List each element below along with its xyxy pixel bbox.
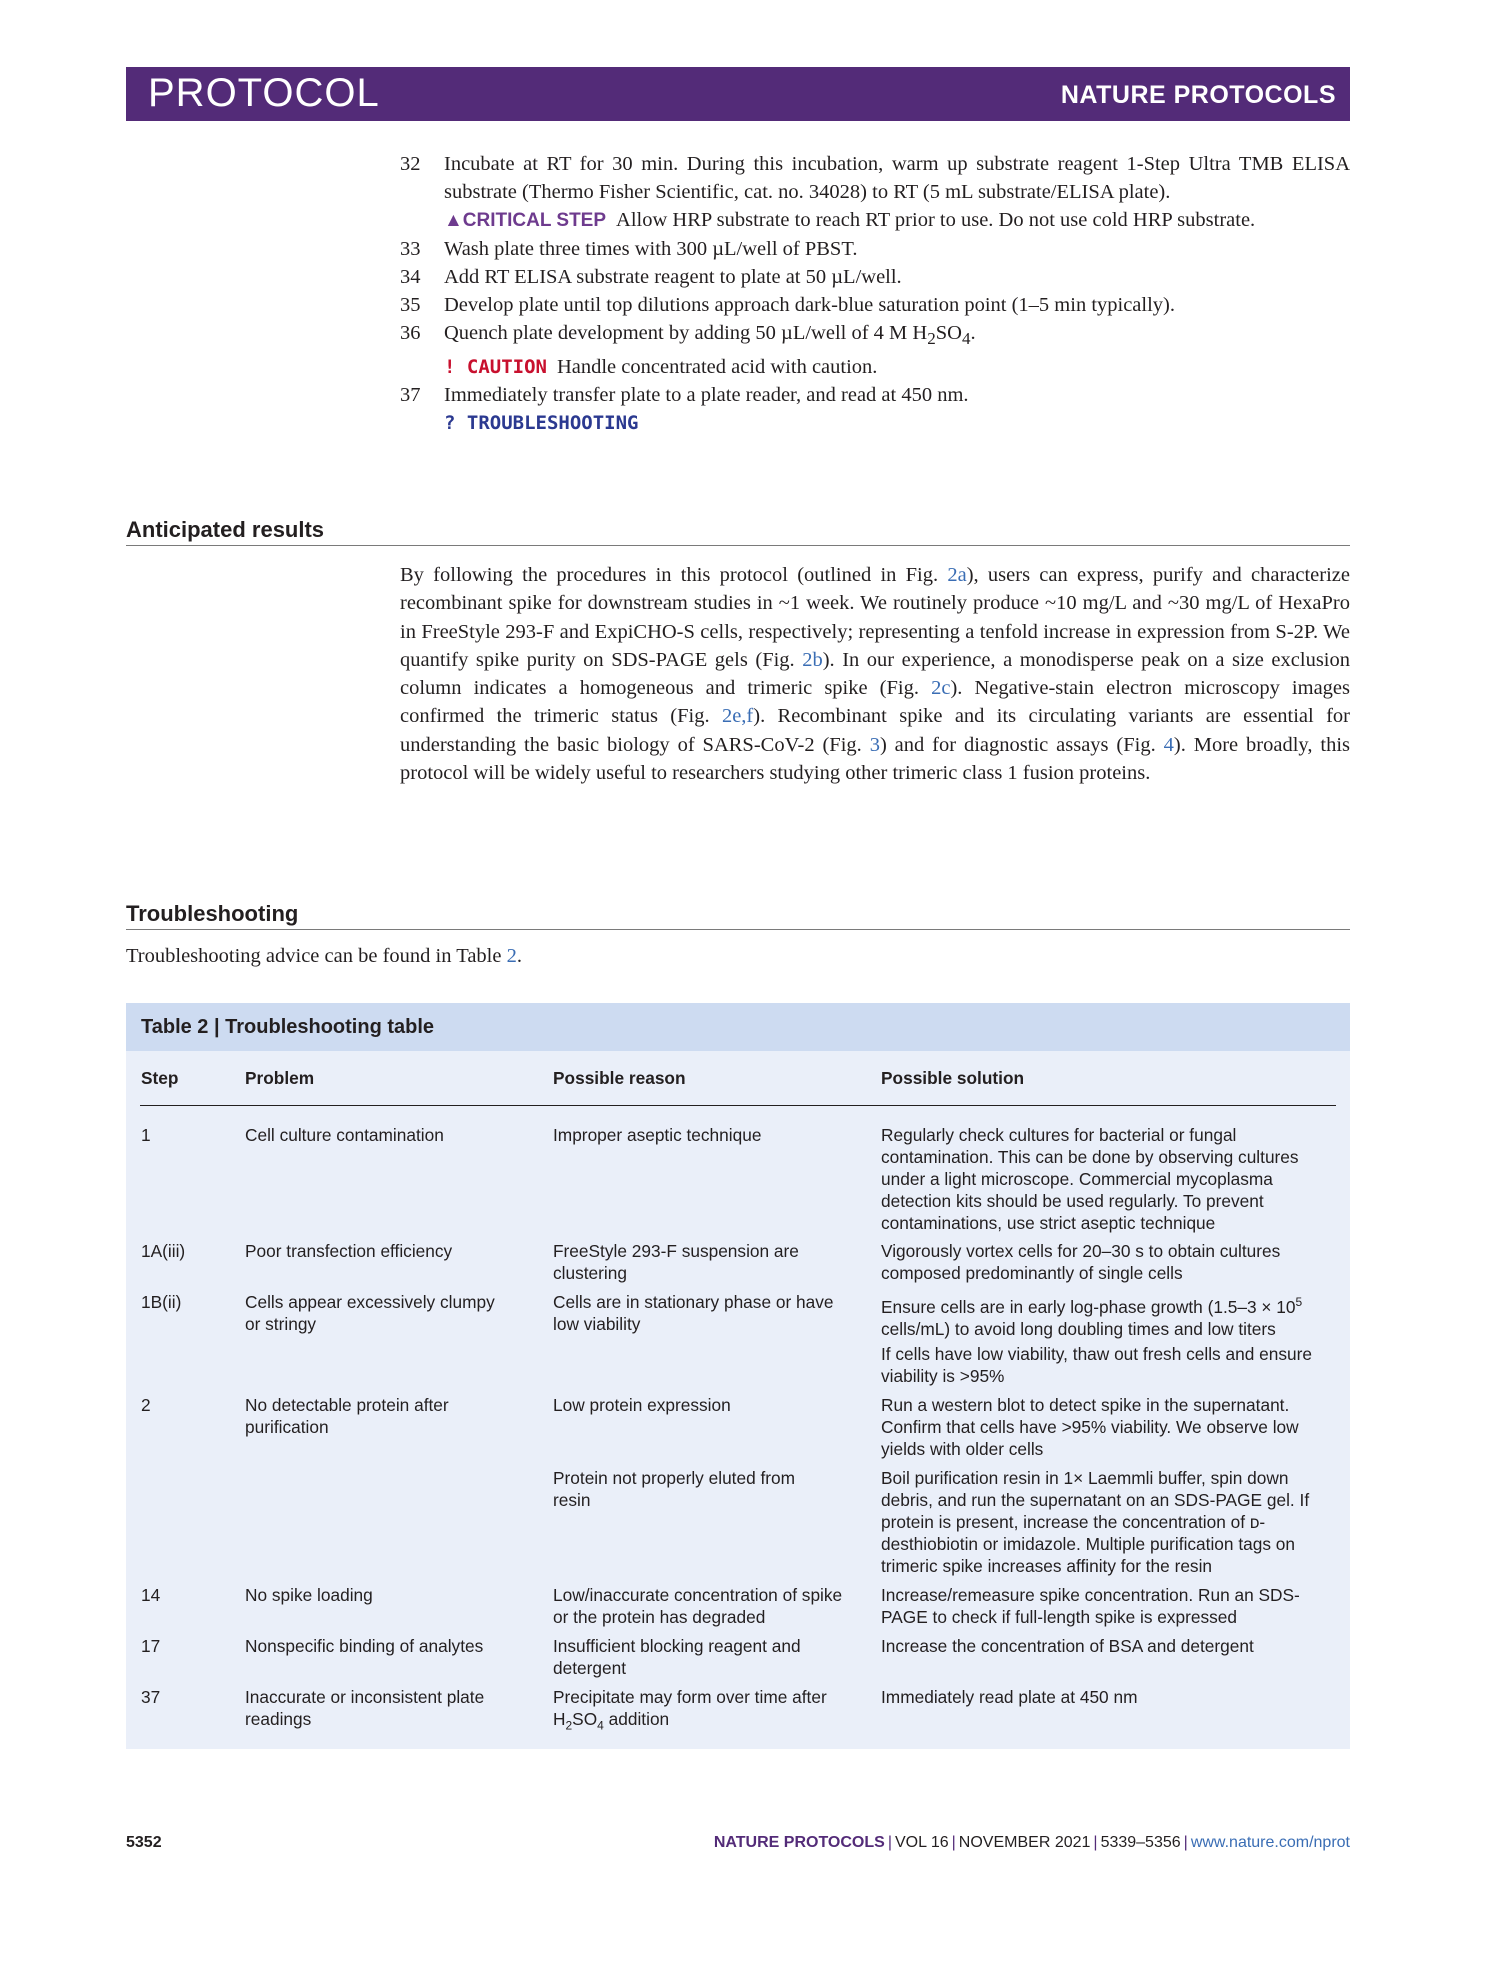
header-banner bbox=[126, 67, 1350, 121]
table-cell-reason: Protein not properly eluted from resin bbox=[553, 1468, 796, 1510]
column-header-step: Step bbox=[141, 1068, 179, 1088]
table-cell-problem: Poor transfection efficiency bbox=[245, 1241, 453, 1261]
troubleshooting-table bbox=[126, 1003, 1350, 1749]
footer-journal: NATURE PROTOCOLS bbox=[713, 1834, 885, 1851]
table-cell-solution: Run a western blot to detect spike in the supernatant. Confirm that cells have >95% viability. We observe low yields with older cells bbox=[881, 1395, 1299, 1459]
figure-link[interactable]: 2e,f bbox=[721, 705, 754, 728]
table-cell-step: 1A(iii) bbox=[141, 1241, 186, 1261]
step-36: 36 Quench plate development by adding 50 µL/well of 4 M $H_2SO_4$. bbox=[400, 322, 976, 349]
table-cell-reason: Insufficient blocking reagent and detergent bbox=[553, 1636, 801, 1678]
table-cell-step: 2 bbox=[141, 1395, 151, 1415]
table-cell-reason: Low/inaccurate concentration of spike or the protein has degraded bbox=[553, 1585, 843, 1627]
column-header-reason: Possible reason bbox=[553, 1068, 686, 1088]
footer-volume: VOL 16 bbox=[894, 1834, 949, 1851]
table-cell-problem: No detectable protein after purification bbox=[245, 1395, 449, 1437]
step-34: 34 Add RT ELISA substrate reagent to plate at 50 µL/well. bbox=[400, 266, 902, 288]
column-header-problem: Problem bbox=[245, 1068, 315, 1088]
figure-link[interactable]: 2a bbox=[947, 564, 967, 586]
critical-step-note: ▲CRITICAL STEP Allow HRP substrate to reach RT prior to use. Do not use cold HRP substrate. bbox=[444, 209, 1256, 231]
step-37: 37 Immediately transfer plate to a plate reader, and read at 450 nm. bbox=[400, 384, 969, 407]
table-cell-problem: Inaccurate or inconsistent plate readings bbox=[245, 1687, 485, 1729]
step-35: 35 Develop plate until top dilutions approach dark-blue saturation point (1–5 min typically). bbox=[400, 294, 1176, 316]
table-link[interactable]: 2 bbox=[506, 945, 517, 967]
troubleshooting-intro: Troubleshooting advice can be found in Table 2. bbox=[126, 945, 522, 967]
step-32: 32 Incubate at RT for 30 min. During this incubation, warm up substrate reagent 1-Step Ultra TMB ELISA substrate (Thermo Fisher Scientific, cat. no. 34028) to RT (5 mL substrate/ELISA plate). bbox=[400, 153, 1350, 203]
table-cell-problem: Nonspecific binding of analytes bbox=[245, 1636, 484, 1656]
troubleshooting-label[interactable]: ? TROUBLESHOOTING bbox=[444, 412, 639, 435]
table-cell-reason: Low protein expression bbox=[553, 1395, 731, 1415]
table-cell-solution: Immediately read plate at 450 nm bbox=[881, 1687, 1138, 1707]
table-title: Table 2 | Troubleshooting table bbox=[141, 1016, 435, 1038]
table-cell-solution: Vigorously vortex cells for 20–30 s to obtain cultures composed predominantly of single cells bbox=[881, 1241, 1281, 1283]
table-cell-step: 14 bbox=[141, 1585, 161, 1605]
figure-link[interactable]: 3 bbox=[869, 733, 880, 756]
page-number: 5352 bbox=[126, 1834, 162, 1851]
procedure-steps bbox=[400, 150, 1350, 437]
table-title-bar bbox=[126, 1003, 1350, 1051]
figure-link[interactable]: 2c bbox=[931, 677, 951, 700]
table-cell-solution: Boil purification resin in 1× Laemmli buffer, spin down debris, and run the supernatant on an SDS-PAGE gel. If protein is present, increase the concentration of ᴅ-desthiobiotin or imidazole. Multiple purification tags on trimeric spike increases affinity for the resin bbox=[881, 1468, 1310, 1576]
table-cell-step: 1B(ii) bbox=[141, 1292, 182, 1312]
table-cell-solution: Increase/remeasure spike concentration. Run an SDS-PAGE to check if full-length spike is expressed bbox=[881, 1585, 1300, 1627]
table-cell-step: 1 bbox=[141, 1125, 151, 1145]
table-cell-reason: Improper aseptic technique bbox=[553, 1125, 762, 1145]
table-cell-reason: FreeStyle 293-F suspension are clustering bbox=[553, 1241, 799, 1283]
critical-step-label: ▲CRITICAL STEP bbox=[444, 210, 607, 231]
table-cell-step: 37 bbox=[141, 1687, 161, 1707]
column-header-solution: Possible solution bbox=[881, 1068, 1025, 1088]
table-cell-solution: Increase the concentration of BSA and detergent bbox=[881, 1636, 1254, 1656]
footer-citation: NATURE PROTOCOLS | VOL 16 | NOVEMBER 2021 | 5339–5356 | www.nature.com/nprot bbox=[713, 1834, 1350, 1851]
section-heading-anticipated: Anticipated results bbox=[126, 517, 1350, 546]
table-cell-problem: Cell culture contamination bbox=[245, 1125, 444, 1145]
footer-pages: 5339–5356 bbox=[1100, 1834, 1181, 1851]
table-cell-problem: No spike loading bbox=[245, 1585, 373, 1605]
caution-note: ! CAUTION Handle concentrated acid with caution. bbox=[444, 356, 878, 379]
anticipated-results-paragraph: By following the procedures in this protocol (outlined in Fig. 2a), users can express, purify and characterize recombinant spike for downstream studies in ~1 week. We routinely produce ~10 mg/L and ~30 mg/L of HexaPro in FreeStyle 293-F and ExpiCHO-S cells, respectively; representing a tenfold increase in expression from S-2P. We quantify spike purity on SDS-PAGE gels (Fig. 2b). In our experience, a monodisperse peak on a size exclusion column indicates a homogeneous and trimeric spike (Fig. 2c). Negative-stain electron microscopy images confirmed the trimeric status (Fig. 2e,f). Recombinant spike and its circulating variants are essential for understanding the basic biology of SARS-CoV-2 (Fig. 3) and for diagnostic assays (Fig. 4). More broadly, this protocol will be widely useful to researchers studying other trimeric class 1 fusion proteins. bbox=[400, 564, 1350, 785]
figure-link[interactable]: 2b bbox=[802, 648, 823, 671]
step-33: 33 Wash plate three times with 300 µL/well of PBST. bbox=[400, 238, 858, 260]
table-header-rule bbox=[140, 1105, 1336, 1106]
footer-month: NOVEMBER 2021 bbox=[958, 1834, 1091, 1851]
caution-label: ! CAUTION bbox=[444, 356, 547, 379]
table-cell-solution: Ensure cells are in early log-phase growth ($1.5-3 \times 10^5$ cells/mL) to avoid long doubling times and low titers bbox=[881, 1295, 1303, 1339]
table-cell-reason: Cells are in stationary phase or have low viability bbox=[553, 1292, 834, 1334]
table-cell-problem: Cells appear excessively clumpy or stringy bbox=[245, 1292, 495, 1334]
troubleshooting-link[interactable] bbox=[400, 409, 1350, 437]
article-type: PROTOCOL bbox=[148, 71, 380, 115]
table-cell-solution: If cells have low viability, thaw out fresh cells and ensure viability is >95% bbox=[881, 1344, 1312, 1386]
journal-name: NATURE PROTOCOLS bbox=[1060, 81, 1336, 109]
figure-link[interactable]: 4 bbox=[1163, 733, 1174, 756]
section-heading-troubleshooting: Troubleshooting bbox=[126, 901, 1350, 930]
table-cell-reason: Precipitate may form over time after $H_2SO_4$ addition bbox=[553, 1687, 827, 1733]
footer-url-link[interactable]: www.nature.com/nprot bbox=[1190, 1834, 1350, 1851]
table-cell-solution: Regularly check cultures for bacterial or fungal contamination. This can be done by observing cultures under a light microscope. Commercial mycoplasma detection kits should be used regularly. To prevent contaminations, use strict aseptic technique bbox=[881, 1125, 1299, 1233]
table-cell-step: 17 bbox=[141, 1636, 161, 1656]
